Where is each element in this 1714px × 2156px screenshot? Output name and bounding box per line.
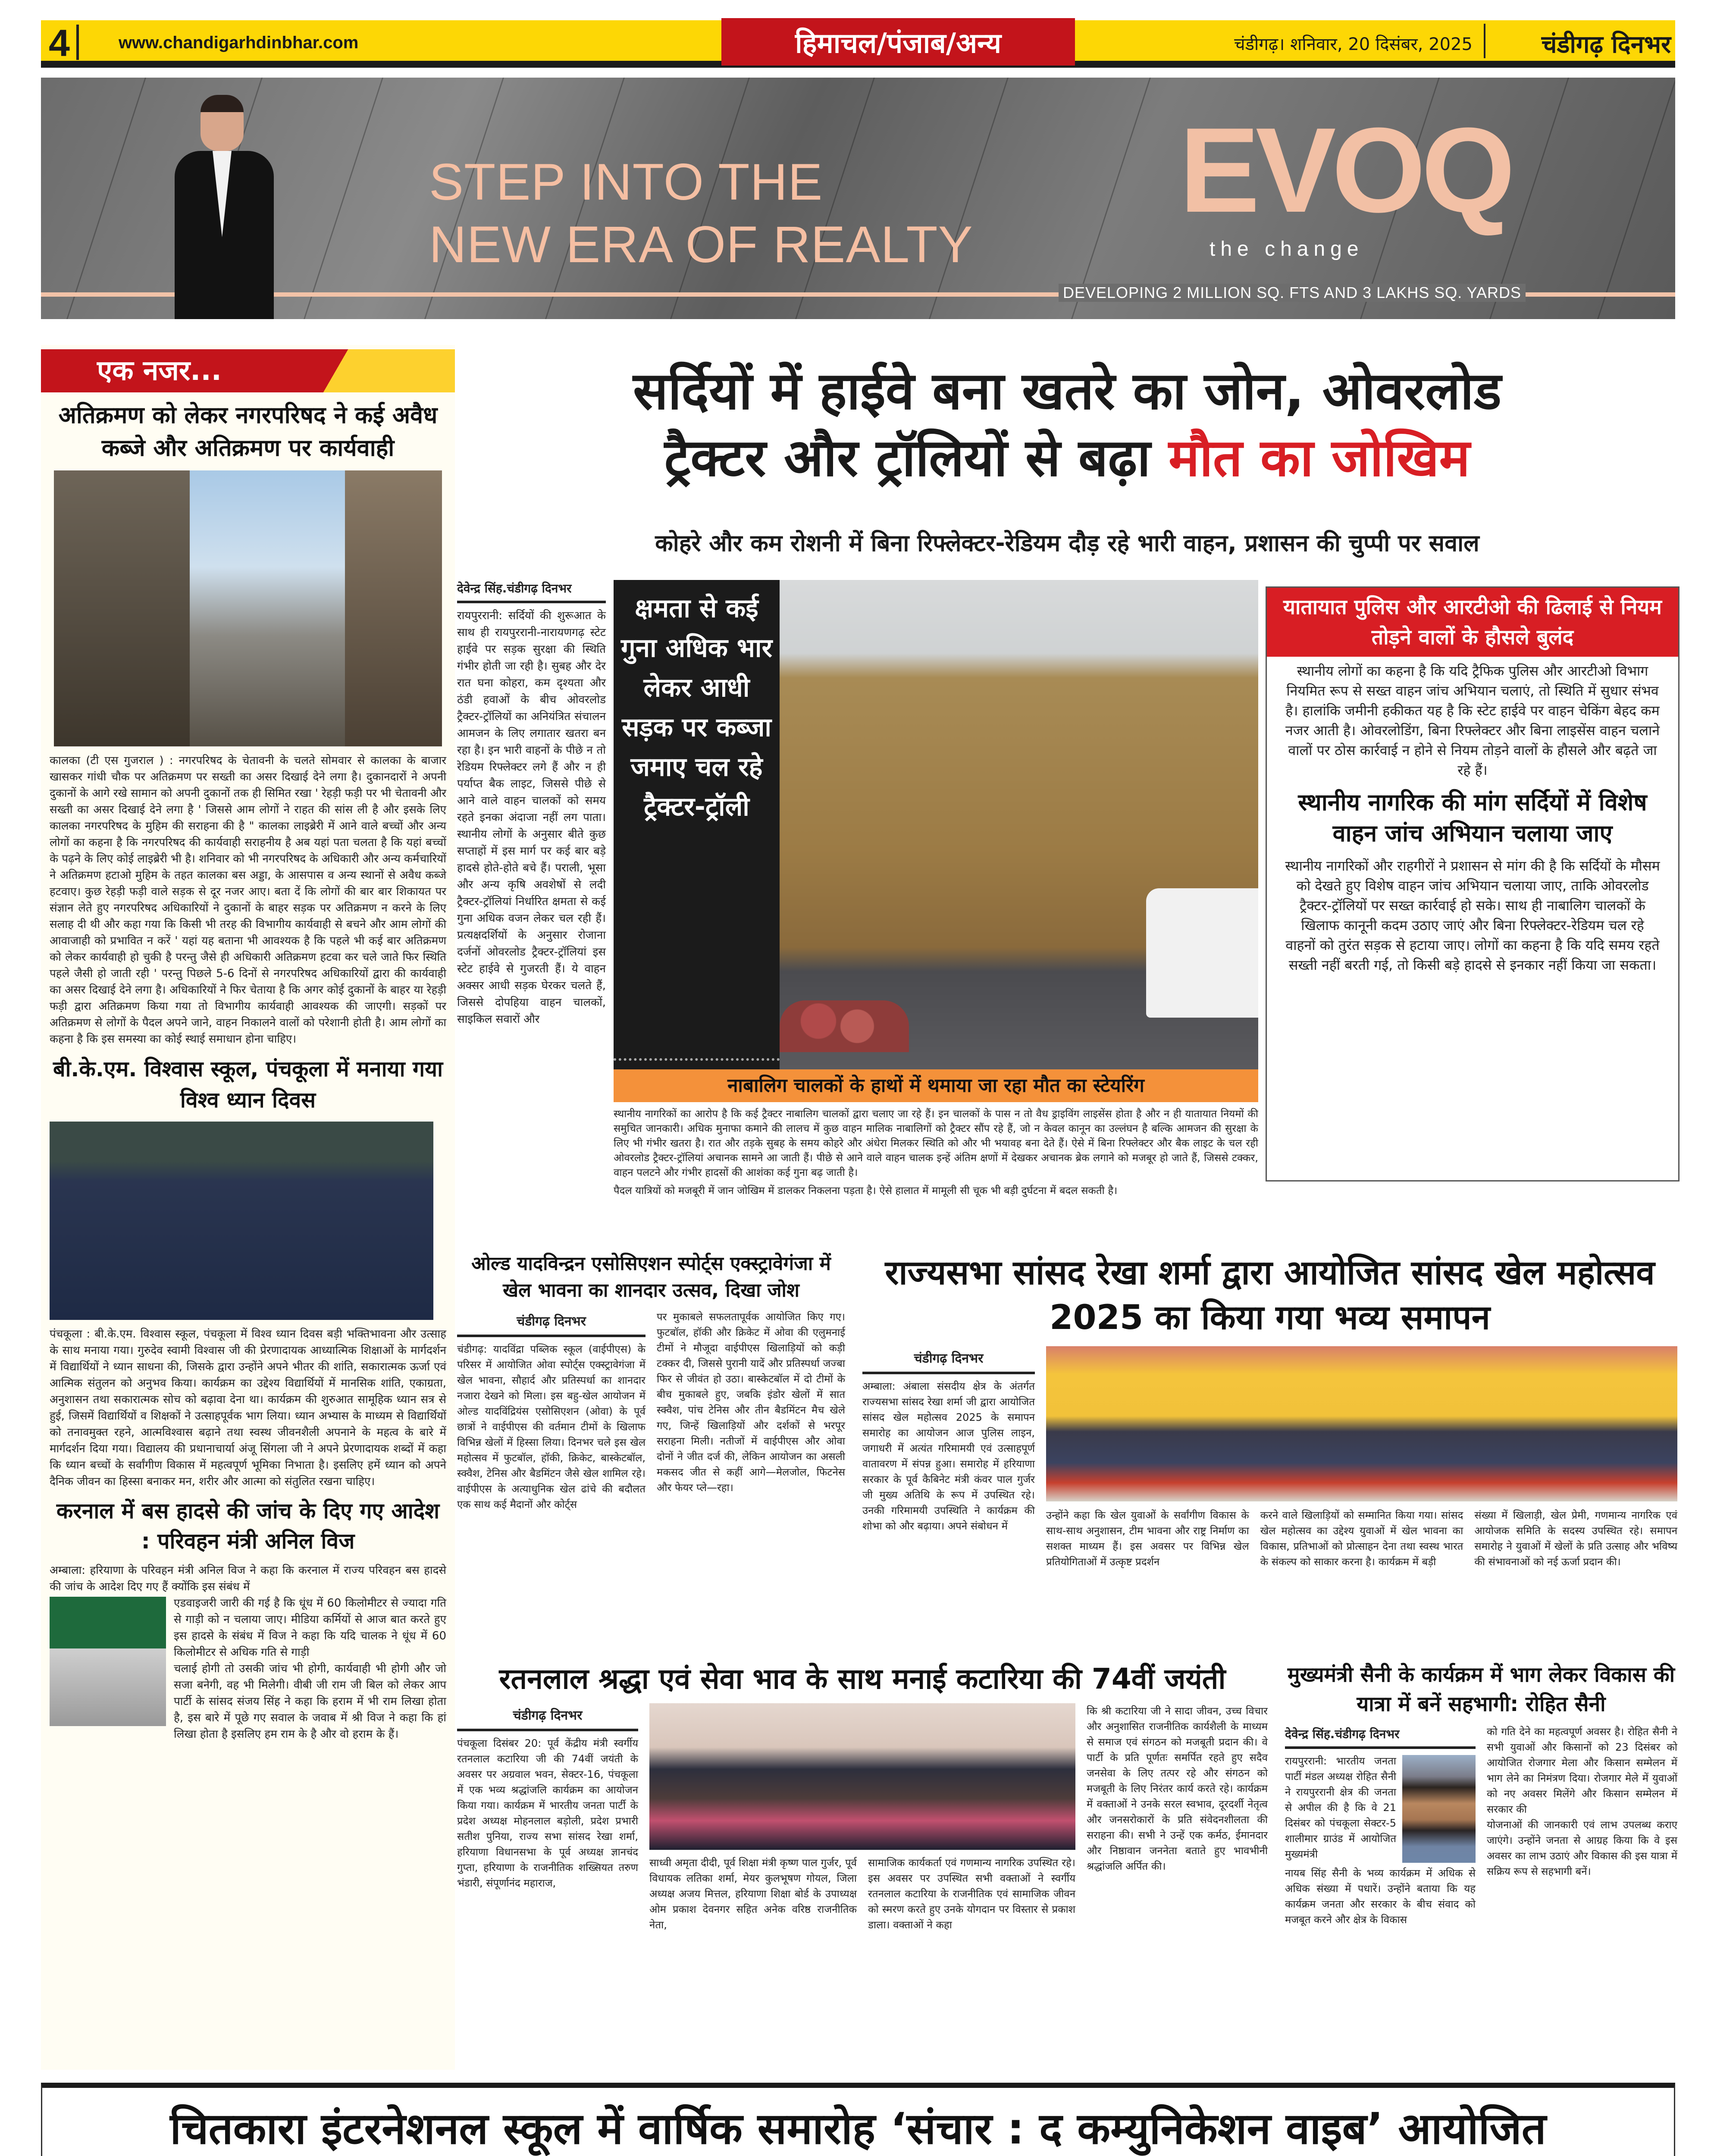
kataria-tribute-photo bbox=[649, 1703, 1075, 1850]
rekha-column-3: करने वाले खिलाड़ियों को सम्मानित किया गया। सांसद खेल महोत्सव का उद्देश्य युवाओं में खेल भावना का विकास, प्रतिभाओं को प्रोत्साहन देना तथा स्वस्थ भारत के संकल्प को साकार करना है। कार्यक्रम में बड़ी bbox=[1260, 1509, 1463, 1568]
saini-column-2: को गति देने का महत्वपूर्ण अवसर है। रोहित सैनी ने सभी युवाओं और किसानों को 23 दिसंबर को आयोजित रोजगार मेला और किसान सम्मेलन में भाग लेने का निमंत्रण दिया। रोजगार मेले में युवाओं को नए अवसर मिलेंगे और किसान सम्मेलन में सरकार की bbox=[1487, 1726, 1677, 1815]
main-story-text: स्थानीय नागरिकों का आरोप है कि कई ट्रैक्टर नाबालिग चालकों द्वारा चलाए जा रहे हैं। इन चालकों के पास न तो वैध ड्राइविंग लाइसेंस होता है और न ही यातायात नियमों की समुचित जानकारी। अधिक मुनाफा कमाने की लालच में कुछ वाहन मालिक नाबालिगों को ट्रैक्टर सौंप रहे हैं, जो न केवल कानून का उल्लंघन है बल्कि आमजन की सुरक्षा के लिए भी गंभीर खतरा है। रात और तड़के सुबह के समय कोहरे और अंधेरा मिलकर स्थिति को और भी भयावह बना देते हैं। ऐसे में बिना रिफ्लेक्टर और बैक लाइट के चल रही ओवरलोड ट्रैक्टर-ट्रॉलियां अचानक सामने आ जाती हैं। पीछे से आने वाले वाहन चालक इन्हें अंतिम क्षणों में देखकर अचानक ब्रेक लगाने को मजबूर हो जाते हैं, जिससे टक्कर, वाहन पलटने और गंभीर हादसों की आशंका कई गुना बढ़ जाती है। bbox=[614, 1108, 1258, 1178]
kataria-column-1: पंचकूला दिसंबर 20: पूर्व केंद्रीय मंत्री स्वर्गीय रतनलाल कटारिया जी की 74वीं जयंती के अवसर पर अग्रवाल भवन, सेक्टर-16, पंचकूला में एक भव्य श्रद्धांजलि कार्यक्रम का आयोजन किया गया। कार्यक्रम में भारतीय जनता पार्टी के प्रदेश अध्यक्ष मोहनलाल बड़ोली, प्रदेश प्रभारी सतीश पुनिया, राज्य सभा सांसद रेखा शर्मा, हरियाणा विधानसभा के पूर्व अध्यक्ष ज्ञानचंद गुप्ता, हरियाणा के राजनीतिक शख्सियत तरुण भंडारी, संपूर्णानंद महाराज, bbox=[457, 1737, 638, 1889]
story-headline: अतिक्रमण को लेकर नगरपरिषद ने कई अवैध कब्जे और अतिक्रमण पर कार्यवाही bbox=[58, 401, 438, 461]
ek-nazar-label: एक नजर... bbox=[41, 349, 455, 392]
main-headline-line1: सर्दियों में हाईवे बना खतरे का जोन, ओवरलोड bbox=[633, 361, 1501, 421]
main-subheadline: कोहरे और कम रोशनी में बिना रिफ्लेक्टर-रेडियम दौड़ रहे भारी वाहन, प्रशासन की चुप्पी पर सवाल bbox=[655, 530, 1479, 557]
newspaper-brand: चंडीगढ़ दिनभर bbox=[1541, 31, 1671, 59]
byline: चंडीगढ़ दिनभर bbox=[914, 1351, 984, 1366]
story-headline: बी.के.एम. विश्वास स्कूल, पंचकूला में मनाया गया विश्व ध्यान दिवस bbox=[53, 1056, 443, 1112]
kataria-column-3: सामाजिक कार्यकर्ता एवं गणमान्य नागरिक उपस्थित रहे। इस अवसर पर उपस्थित सभी वक्ताओं ने स्वर्गीय रतनलाल कटारिया के राजनीतिक एवं सामाजिक जीवन को स्मरण करते हुए उनके योगदान पर विस्तार से प्रकाश डाला। वक्ताओं ने कहा bbox=[868, 1857, 1075, 1931]
sidebar-title: यातायात पुलिस और आरटीओ की ढिलाई से नियम तोड़ने वालों के हौसले बुलंद bbox=[1267, 588, 1678, 657]
rekha-column-2: उन्होंने कहा कि खेल युवाओं के सर्वांगीण विकास के साथ-साथ अनुशासन, टीम भावना और राष्ट्र निर्माण का सशक्त माध्यम हैं। इस अवसर पर विभिन्न खेल प्रतियोगिताओं में उत्कृष्ट प्रदर्शन bbox=[1046, 1509, 1249, 1568]
kataria-column-2: साध्वी अमृता दीदी, पूर्व शिक्षा मंत्री कृष्ण पाल गुर्जर, पूर्व विधायक लतिका शर्मा, मेयर कुलभूषण गोयल, जिला अध्यक्ष अजय मित्तल, हरियाणा शिक्षा बोर्ड के उपाध्यक्ष ओम प्रकाश देवनगर सहित अनेक वरिष्ठ राजनीतिक नेता, bbox=[649, 1857, 857, 1931]
story-body: अम्बाला: हरियाणा के परिवहन मंत्री अनिल विज ने कहा कि करनाल में राज्य परिवहन बस हादसे की जांच के आदेश दिए गए हैं क्योंकि इस संबंध में bbox=[50, 1564, 446, 1593]
byline: देवेन्द्र सिंह.चंडीगढ़ दिनभर bbox=[457, 581, 572, 595]
chitkara-headline: चितकारा इंटरनेशनल स्कूल में वार्षिक समारोह ‘संचार : द कम्युनिकेशन वाइब’ आयोजित bbox=[170, 2103, 1546, 2154]
overloaded-tractor-photo bbox=[780, 580, 1258, 1069]
sidebar-subheading: स्थानीय नागरिक की मांग सर्दियों में विशेष वाहन जांच अभियान चलाया जाए bbox=[1298, 789, 1647, 847]
kataria-column-4: कि श्री कटारिया जी ने सादा जीवन, उच्च विचार और अनुशासित राजनीतिक कार्यशैली के माध्यम से समाज एवं संगठन को मजबूती प्रदान की। वे पार्टी के प्रति पूर्णतः समर्पित रहते हुए सदैव जनसेवा के लिए तत्पर रहे और संगठन को मजबूती के लिए निरंतर कार्य करते रहे। कार्यक्रम में वक्ताओं ने उनके सरल स्वभाव, दूरदर्शी नेतृत्व और जनसरोकारों के प्रति संवेदनशीलता की सराहना की। सभी ने उन्हें एक कर्मठ, ईमानदार और निष्ठावान जननेता बताते हुए भावभीनी श्रद्धांजलि अर्पित की। bbox=[1087, 1705, 1268, 1872]
anil-vij-photo bbox=[50, 1597, 166, 1726]
sports-column-1: चंडीगढ़: यादविंद्रा पब्लिक स्कूल (वाईपीएस) के परिसर में आयोजित ओवा स्पोर्ट्स एक्स्ट्रावेगंजा में खेल भावना, सौहार्द और प्रतिस्पर्धा का शानदार नजारा देखने को मिला। इस बहु-खेल आयोजन में ओल्ड यादविंद्रियंस एसोसिएशन (ओवा) के पूर्व छात्रों ने वाईपीएस की वर्तमान टीमों के खिलाफ विभिन्न खेलों में हिस्सा लिया। दिनभर चले इस खेल महोत्सव में फुटबॉल, हॉकी, क्रिकेट, बास्केटबॉल, स्क्वैश, टेनिस और बैडमिंटन जैसे खेल शामिल रहे। वाईपीएस के अत्याधुनिक खेल ढांचे की बदौलत एक साथ कई मैदानों और कोर्ट्स bbox=[457, 1343, 645, 1510]
photo-caption: नाबालिग चालकों के हाथों में थमाया जा रहा मौत का स्टेयरिंग bbox=[614, 1069, 1258, 1102]
ad-subtext: DEVELOPING 2 MILLION SQ. FTS AND 3 LAKHS SQ. YARDS bbox=[1059, 284, 1526, 302]
dateline: चंडीगढ़। शनिवार, 20 दिसंबर, 2025 bbox=[1234, 34, 1473, 54]
saini-column-1: रायपुररानी: भारतीय जनता पार्टी मंडल अध्यक्ष रोहित सैनी ने रायपुररानी क्षेत्र की जनता से अपील की है कि वे 21 दिसंबर को पंचकूला सेक्टर-5 शालीमार ग्राउंड में आयोजित मुख्यमंत्री bbox=[1285, 1755, 1396, 1860]
story-body: चलाई होगी तो उसकी जांच भी होगी, कार्यवाही भी होगी और जो सजा बनेगी, वह भी मिलेगी। वीबी जी राम जी बिल को लेकर आप पार्टी के सांसद संजय सिंह ने कहा कि हराम में भी राम लिखा होता है, इस बारे में पूछे गए सवाल के जवाब में श्री विज ने कहा कि हां लिखा होता है इसलिए हम राम के है और वो हराम के हैं। bbox=[174, 1662, 446, 1741]
byline: चंडीगढ़ दिनभर bbox=[513, 1708, 583, 1723]
story-headline: करनाल में बस हादसे की जांच के दिए गए आदेश : परिवहन मंत्री अनिल विज bbox=[56, 1498, 440, 1554]
evoq-logo-text: EVOQ bbox=[1179, 103, 1511, 238]
byline: देवेन्द्र सिंह.चंडीगढ़ दिनभर bbox=[1285, 1727, 1400, 1741]
byline-rule bbox=[457, 1729, 638, 1731]
sidebar-text: स्थानीय नागरिकों और राहगीरों ने प्रशासन से मांग की है कि सर्दियों के मौसम को देखते हुए विशेष वाहन जांच अभियान चलाया जाए, ताकि ओवरलोड ट्रैक्टर-ट्रॉलियों पर सख्त कार्रवाई हो सके। साथ ही नाबालिग चालकों के खिलाफ कानूनी कदम उठाए जाएं और बिना रिफ्लेक्टर-रेडियम चल रहे वाहनों को तुरंत सड़क से हटाया जाए। लोगों का कहना है कि यदि समय रहते सख्ती नहीं बरती गई, तो किसी बड़े हादसे से इनकार नहीं किया जा सकता। bbox=[1285, 858, 1660, 973]
ad-headline bbox=[429, 151, 973, 276]
rekha-column-4: संख्या में खिलाड़ी, खेल प्रेमी, गणमान्य नागरिक एवं आयोजक समिति के सदस्य उपस्थित रहे। समापन समारोह ने युवाओं में खेलों के प्रति उत्साह और भविष्य की संभावनाओं को नई ऊर्जा प्रदान की। bbox=[1474, 1509, 1678, 1568]
main-story-column: रायपुररानी: सर्दियों की शुरूआत के साथ ही रायपुररानी-नारायणगढ़ स्टेट हाईवे पर सड़क सुरक्षा की स्थिति गंभीर होती जा रही है। सुबह और देर रात घना कोहरा, कम दृश्यता और ठंडी हवाओं के बीच ओवरलोड ट्रैक्टर-ट्रॉलियों का अनियंत्रित संचालन आमजन के लिए लगातार खतरा बन रहा है। इन भारी वाहनों के पीछे न तो रेडियम रिफ्लेक्टर लगे हैं और न ही पर्याप्त बैक लाइट, जिससे पीछे से आने वाले वाहन चालकों को समय रहते इनका अंदाजा नहीं लग पाता। स्थानीय लोगों के अनुसार बीते कुछ सप्ताहों में इस मार्ग पर कई बार बड़े हादसे होते-होते बचे हैं। पराली, भूसा और अन्य कृषि अवशेषों से लदी ट्रैक्टर-ट्रॉलियां निर्धारित क्षमता से कई गुना अधिक वजन लेकर चल रही हैं। प्रत्यक्षदर्शियों के अनुसार रोजाना दर्जनों ओवरलोड ट्रैक्टर-ट्रॉलियां इस स्टेट हाईवे से गुजरती हैं। ये वाहन अक्सर आधी सड़क घेरकर चलते हैं, जिससे दोपहिया वाहन चालकों, साइकिल सवारों और bbox=[457, 609, 606, 1026]
byline-rule bbox=[457, 601, 606, 603]
website-link[interactable]: www.chandigarhdinbhar.com bbox=[119, 33, 359, 52]
byline: चंडीगढ़ दिनभर bbox=[517, 1314, 586, 1329]
advertisement-banner[interactable] bbox=[41, 78, 1675, 319]
evoq-logo bbox=[1179, 103, 1511, 238]
chitkara-story-box bbox=[41, 2083, 1675, 2156]
ad-tagline: the change bbox=[1210, 238, 1364, 260]
sports-story bbox=[457, 1250, 845, 1647]
ad-headline-line2: NEW ERA OF REALTY bbox=[429, 216, 973, 273]
main-headline-black: ट्रैक्टर और ट्रॉलियों से बढ़ा bbox=[664, 428, 1151, 488]
byline-rule bbox=[862, 1372, 1035, 1374]
byline-rule bbox=[1285, 1746, 1476, 1749]
main-story-continuation: पैदल यात्रियों को मजबूरी में जान जोखिम में डालकर निकलना पड़ता है। ऐसे हालात में मामूली सी चूक भी बड़ी दुर्घटना में बदल सकती है। bbox=[614, 1185, 1118, 1197]
meditation-photo bbox=[50, 1122, 433, 1320]
pull-quote bbox=[614, 580, 780, 1069]
main-headline-line2 bbox=[457, 425, 1677, 492]
story-body: एडवाइजरी जारी की गई है कि धूंध में 60 किलोमीटर से ज्यादा गति से गाड़ी को न चलाया जाए। मीडिया कर्मियों से आज बात करते हुए इस हादसे के संबंध में विज ने कहा कि यदि चालक ने धूंध में 60 किलोमीटर से अधिक गति से गाड़ी bbox=[174, 1597, 446, 1659]
saini-column-2-bottom: योजनाओं की जानकारी एवं लाभ उपलब्ध कराए जाएंगे। उन्होंने जनता से आग्रह किया कि वे इस अवसर का लाभ उठाएं और विकास की इस यात्रा में सक्रिय रूप से सहभागी बनें। bbox=[1487, 1819, 1677, 1877]
story-body: कालका (टी एस गुजराल ) : नगरपरिषद के चेतावनी के चलते सोमवार से कालका के बाजार खासकर गांधी चौक पर अतिक्रमण पर सख्ती का असर दिखाई देने लगा है। दुकानदारों ने अपनी दुकानों के आगे रखे सामान को अपनी दुकानों तक ही सिमित रखा ' रेहड़ी फड़ी पर भी चेतावनी और सख्ती का असर दिखाई देने लगा है ' जिससे आम लोगों ने राहत की सांस ली है और इसके लिए कालका नगरपरिषद के मुहिम की सराहना की है " कालका लाइब्रेरी में आने वाले बच्चों और अन्य लोगों का कहना है कि नगरपरिषद की कार्यवाही सराहनीय है अब यहां पता चलता है कि यहां बच्चों के पढ़ने के लिए कोई लाइब्रेरी भी है। शनिवार को भी नगरपरिषद के अधिकारी और अन्य कर्मचारियों ने अतिक्रमण हटाओ मुहिम के तहत कालका बस अड्डा, के आसपास व अन्य स्थानों से अवैध कब्जे हटवाए। कुछ रेहड़ी फड़ी वाले सड़क से दूर नजर आए। बता दें कि लोगों की बार बार शिकायत पर संज्ञान लेते हुए नगरपरिषद अधिकारियों ने दुकानों के बाहर सड़क पर अतिक्रमण न करने के लिए सलाह दी थी और कहा गया कि किसी भी तरह की विभागीय कार्यवाही से बचने और आम लोगों की आवाजाही को प्रभावित न करें ' यहां यह बताना भी आवश्यक है कि पहले भी कई बार अतिक्रमण को लेकर कार्यवाही हो चुकी है परन्तु जैसे ही अधिकारी अतिक्रमण हटवा कर चले जाते फिर स्थिति पहले जैसी हो जाती रही ' परन्तु पिछले 5-6 दिनों से नगरपरिषद अधिकारियों द्वारा की कार्यवाही का असर दिखाई देने लगा है। अधिकारियों ने फिर चेताया है कि अगर कोई दुकानों के बाहर या रेहड़ी फड़ी द्वारा अतिक्रमण किया गया तो विभागीय कार्यवाही आवश्यक की जाएगी। सड़कों पर अतिक्रमण से लोगों के पैदल अपने जाने, वाहन निकालने वालों को परेशानी होती है। आम लोगों का कहना है कि इस समस्या का कोई स्थाई समाधान होना चाहिए। bbox=[50, 754, 446, 1046]
sports-headline: ओल्ड यादविन्द्रन एसोसिएशन स्पोर्ट्स एक्स्ट्रावेगंजा में खेल भावना का शानदार उत्सव, दिखा जोश bbox=[471, 1253, 831, 1301]
story-body: पंचकूला : बी.के.एम. विश्वास स्कूल, पंचकूला में विश्व ध्यान दिवस बड़ी भक्तिभावना और उत्साह के साथ मनाया गया। गुरुदेव स्वामी विश्वास जी की प्रेरणादायक आध्यात्मिक शिक्षाओं के मार्गदर्शन में विद्यार्थियों ने ध्यान साधना की, जिसके द्वारा उन्होंने अपने भीतर की शांति, सकारात्मक ऊर्जा एवं आत्मिक संतुलन को अनुभव किया। कार्यक्रम का उद्देश्य विद्यार्थियों में मानसिक शांति, एकाग्रता, अनुशासन तथा सकारात्मक सोच को बढ़ावा देना था। कार्यक्रम की शुरुआत सामूहिक ध्यान सत्र से हुई, जिसमें विद्यार्थियों व शिक्षकों ने उत्साहपूर्वक भाग लिया। ध्यान अभ्यास के माध्यम से विद्यार्थियों को तनावमुक्त रहने, आत्मविश्वास बढ़ाने तथा स्वस्थ जीवनशैली अपनाने के महत्व के बारे में मार्गदर्शन दिया गया। विद्यालय की प्रधानाचार्या अंजू सिंगला जी ने अपने प्रेरणादायक शब्दों में कहा कि ध्यान बच्चों के सर्वांगीण विकास में महत्वपूर्ण भूमिका निभाता है। इसलिए हमें ध्यान को अपने दैनिक जीवन का हिस्सा बनाकर मन, शरीर और आत्मा को संतुलित रखना चाहिए। bbox=[50, 1328, 446, 1488]
byline-rule bbox=[457, 1335, 645, 1337]
pull-quote-text: क्षमता से कई गुना अधिक भार लेकर आधी सड़क पर कब्जा जमाए चल रहे ट्रैक्टर-ट्रॉली bbox=[620, 593, 773, 822]
main-headline bbox=[457, 358, 1677, 492]
kataria-story bbox=[457, 1660, 1268, 2074]
rekha-headline: राज्यसभा सांसद रेखा शर्मा द्वारा आयोजित सांसद खेल महोत्सव 2025 का किया गया भव्य समापन bbox=[885, 1253, 1655, 1337]
kataria-headline: रतनलाल श्रद्धा एवं सेवा भाव के साथ मनाई कटारिया की 74वीं जयंती bbox=[499, 1662, 1226, 1695]
masthead bbox=[41, 20, 1675, 68]
divider bbox=[1484, 24, 1485, 58]
dotted-divider bbox=[614, 1058, 780, 1061]
sports-festival-photo bbox=[1046, 1346, 1677, 1501]
story3-body bbox=[50, 1562, 446, 1742]
sidebar-text: स्थानीय लोगों का कहना है कि यदि ट्रैफिक पुलिस और आरटीओ विभाग नियमित रूप से सख्त वाहन जांच अभियान चलाएं, तो स्थिति में सुधार संभव है। हालांकि जमीनी हकीकत यह है कि स्टेट हाईवे पर वाहन चेकिंग बेहद कम नजर आती है। ओवरलोडिंग, बिना रिफ्लेक्टर और बिना लाइसेंस वाहन चलाने वालों पर ठोस कार्रवाई न होने से नियम तोड़ने वालों के हौसले और बढ़ते जा रहे हैं। bbox=[1285, 663, 1660, 778]
ad-headline-line1: STEP INTO THE bbox=[429, 153, 823, 211]
saini-column-1-bottom: नायब सिंह सैनी के भव्य कार्यक्रम में अधिक से अधिक संख्या में पधारें। उन्होंने बताया कि यह कार्यक्रम जनता और सरकार के बीच संवाद को मजबूत करने और क्षेत्र के विकास bbox=[1285, 1867, 1476, 1926]
section-title: हिमाचल/पंजाब/अन्य bbox=[721, 18, 1075, 66]
sidebar-box bbox=[1266, 586, 1680, 1181]
ad-model-image bbox=[162, 95, 282, 319]
sports-column-2: पर मुकाबले सफलतापूर्वक आयोजित किए गए। फुटबॉल, हॉकी और क्रिकेट में ओवा की एलुमनाई टीमों ने मौजूदा वाईपीएस खिलाड़ियों को कड़ी टक्कर दी, जिससे पुरानी यादें और प्रतिस्पर्धा जज्बा फिर से जीवंत हो उठा। बास्केटबॉल में दो टीमों के बीच मुकाबले हुए, जबकि इंडोर खेलों में सात स्क्वैश, पांच टेनिस और तीन बैडमिंटन मैच खेले गए, जिन्हें खिलाड़ियों और दर्शकों से भरपूर सराहना मिली। नतीजों में वाईपीएस और ओवा दोनों ने जीत दर्ज की, लेकिन आयोजन का असली मकसद जीत से कहीं आगे—मेलजोल, फिटनेस और फेयर प्ले—रहा। bbox=[657, 1311, 845, 1494]
kalka-street-photo bbox=[54, 470, 442, 746]
divider bbox=[76, 25, 79, 60]
saini-headline: मुख्यमंत्री सैनी के कार्यक्रम में भाग लेकर विकास की यात्रा में बनें सहभागी: रोहित सैनी bbox=[1287, 1663, 1675, 1716]
page-number: 4 bbox=[49, 22, 70, 64]
rekha-story bbox=[862, 1250, 1677, 1647]
saini-story bbox=[1285, 1660, 1677, 2074]
rekha-column-1: अम्बाला: अंबाला संसदीय क्षेत्र के अंतर्गत राज्यसभा सांसद रेखा शर्मा जी द्वारा आयोजित सांसद खेल महोत्सव 2025 के समापन समारोह का आयोजन आज पुलिस लाइन, जगाधरी में अत्यंत गरिमामयी एवं उत्साहपूर्ण वातावरण में संपन्न हुआ। समारोह में हरियाणा सरकार के पूर्व कैबिनेट मंत्री कंवर पाल गुर्जर जी मुख्य अतिथि के रूप में उपस्थित रहे। उनकी गरिमामयी उपस्थिति ने कार्यक्रम की शोभा को और बढ़ाया। अपने संबोधन में bbox=[862, 1380, 1035, 1532]
ek-nazar-column bbox=[41, 345, 455, 2070]
main-headline-red: मौत का जोखिम bbox=[1168, 428, 1470, 488]
rohit-saini-photo bbox=[1402, 1755, 1476, 1863]
